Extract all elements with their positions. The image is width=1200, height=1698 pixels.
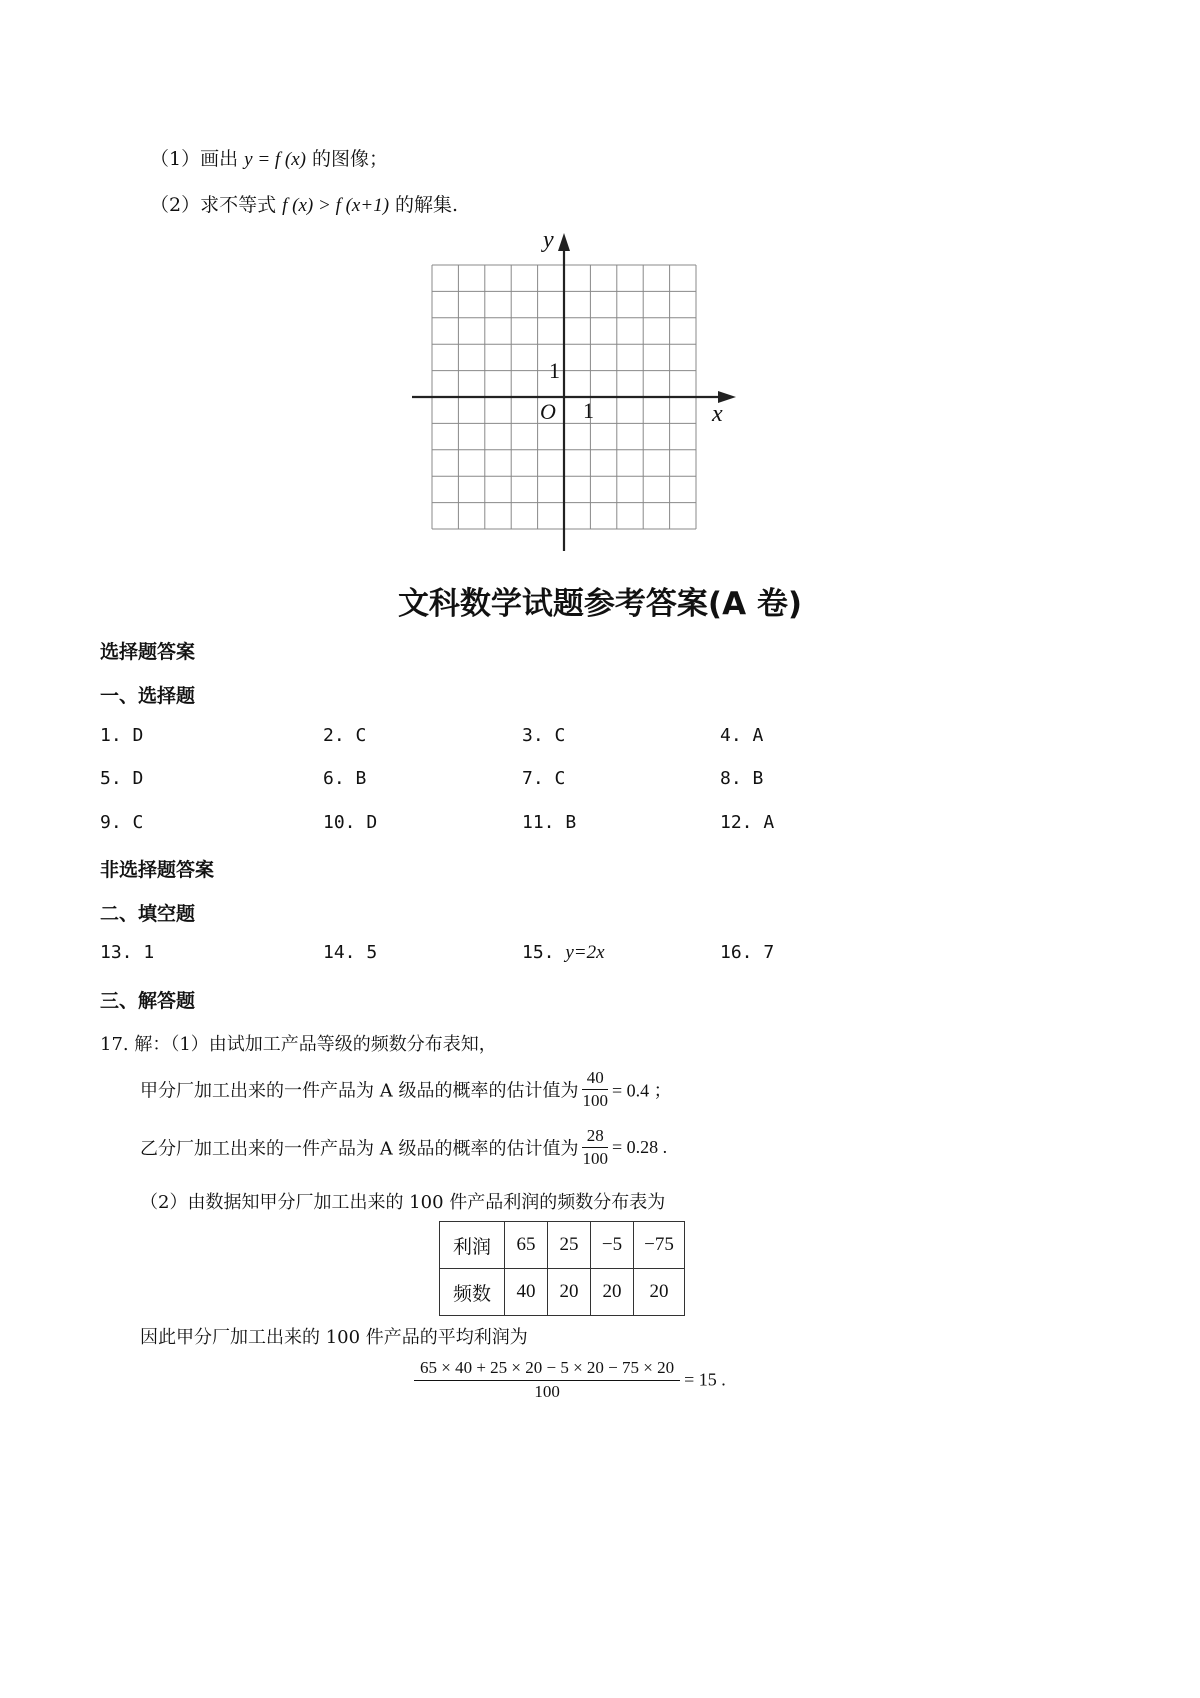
y-tick-label-1: 1	[549, 358, 560, 383]
coordinate-grid-figure	[400, 225, 760, 560]
table-cell: −5	[591, 1222, 634, 1269]
nonchoice-heading: 非选择题答案	[100, 859, 215, 881]
question-part-1	[150, 144, 388, 171]
fraction-numerator: 40	[582, 1068, 608, 1090]
profit-table-wrapper	[439, 1221, 685, 1316]
part1-math: y = f (x)	[244, 149, 307, 170]
origin-label: O	[540, 399, 556, 424]
table-cell: −75	[634, 1222, 685, 1269]
table-cell: 25	[548, 1222, 591, 1269]
choice-answer-5: 5. D	[100, 768, 144, 789]
q17-intro: 17. 解：（1）由试加工产品等级的频数分布表知，	[100, 1034, 497, 1055]
q17-line-b-text: 乙分厂加工出来的一件产品为 A 级品的概率的估计值为	[140, 1138, 579, 1160]
x-tick-label-1: 1	[583, 398, 594, 423]
q17-line-a-result: = 0.4 ；	[611, 1080, 672, 1101]
part2-math: f (x) > f (x+1)	[282, 195, 390, 216]
table-cell: 65	[505, 1222, 548, 1269]
section2-heading: 二、填空题	[100, 903, 196, 925]
choice-answer-3: 3. C	[522, 725, 566, 746]
part2-suffix: 的解集.	[389, 194, 459, 216]
choice-answer-6: 6. B	[323, 768, 367, 789]
table-cell: 20	[548, 1269, 591, 1316]
fill-answer-16: 16. 7	[720, 942, 775, 963]
answer-title: 文科数学试题参考答案(A 卷)	[397, 586, 803, 622]
choice-answer-12: 12. A	[720, 812, 775, 833]
table-row	[440, 1269, 685, 1316]
q17-line-a	[140, 1068, 672, 1111]
choice-answer-11: 11. B	[522, 812, 577, 833]
profit-frequency-table	[439, 1221, 685, 1316]
part1-prefix: （1）画出	[150, 148, 245, 170]
choice-heading: 选择题答案	[100, 641, 196, 663]
q17-line-b-result: = 0.28 .	[611, 1137, 668, 1157]
q17-avg-intro: 因此甲分厂加工出来的 100 件产品的平均利润为	[140, 1327, 528, 1348]
q17-avg-fraction	[414, 1358, 680, 1402]
choice-answer-2: 2. C	[323, 725, 367, 746]
table-header-cell: 利润	[440, 1222, 505, 1269]
y-axis-arrow	[558, 233, 570, 251]
fill-answer-15	[522, 942, 605, 964]
part2-prefix: （2）求不等式	[150, 194, 283, 216]
choice-answer-4: 4. A	[720, 725, 764, 746]
q17-line-b	[140, 1126, 667, 1169]
table-row	[440, 1222, 685, 1269]
q17-line-b-fraction	[582, 1126, 608, 1169]
y-axis-label: y	[543, 227, 554, 253]
choice-answer-9: 9. C	[100, 812, 144, 833]
fraction-denominator: 100	[582, 1149, 608, 1168]
table-cell: 40	[505, 1269, 548, 1316]
choice-answer-7: 7. C	[522, 768, 566, 789]
fraction-numerator: 28	[582, 1126, 608, 1148]
choice-answer-10: 10. D	[323, 812, 378, 833]
q17-line-a-text: 甲分厂加工出来的一件产品为 A 级品的概率的估计值为	[140, 1080, 579, 1102]
fill-answer-13: 13. 1	[100, 942, 155, 963]
fill-answer-15-prefix: 15.	[522, 942, 566, 963]
fraction-denominator: 100	[534, 1382, 560, 1401]
x-axis-label: x	[712, 401, 723, 427]
choice-answer-8: 8. B	[720, 768, 764, 789]
table-cell: 20	[634, 1269, 685, 1316]
q17-avg-result: = 15 .	[684, 1369, 726, 1390]
section1-heading: 一、选择题	[100, 685, 196, 707]
fraction-denominator: 100	[582, 1091, 608, 1110]
table-header-cell: 频数	[440, 1269, 505, 1316]
choice-answer-1: 1. D	[100, 725, 144, 746]
section3-heading: 三、解答题	[100, 990, 196, 1012]
part1-suffix: 的图像；	[306, 148, 389, 170]
fill-answer-15-math: y=2x	[565, 942, 605, 963]
q17-average-formula	[410, 1358, 726, 1402]
fill-answer-14: 14. 5	[323, 942, 378, 963]
question-part-2	[150, 190, 458, 217]
q17-line-a-fraction	[582, 1068, 608, 1111]
fraction-numerator: 65 × 40 + 25 × 20 − 5 × 20 − 75 × 20	[414, 1358, 680, 1381]
q17-part2-intro: （2）由数据知甲分厂加工出来的 100 件产品利润的频数分布表为	[140, 1192, 666, 1213]
table-cell: 20	[591, 1269, 634, 1316]
